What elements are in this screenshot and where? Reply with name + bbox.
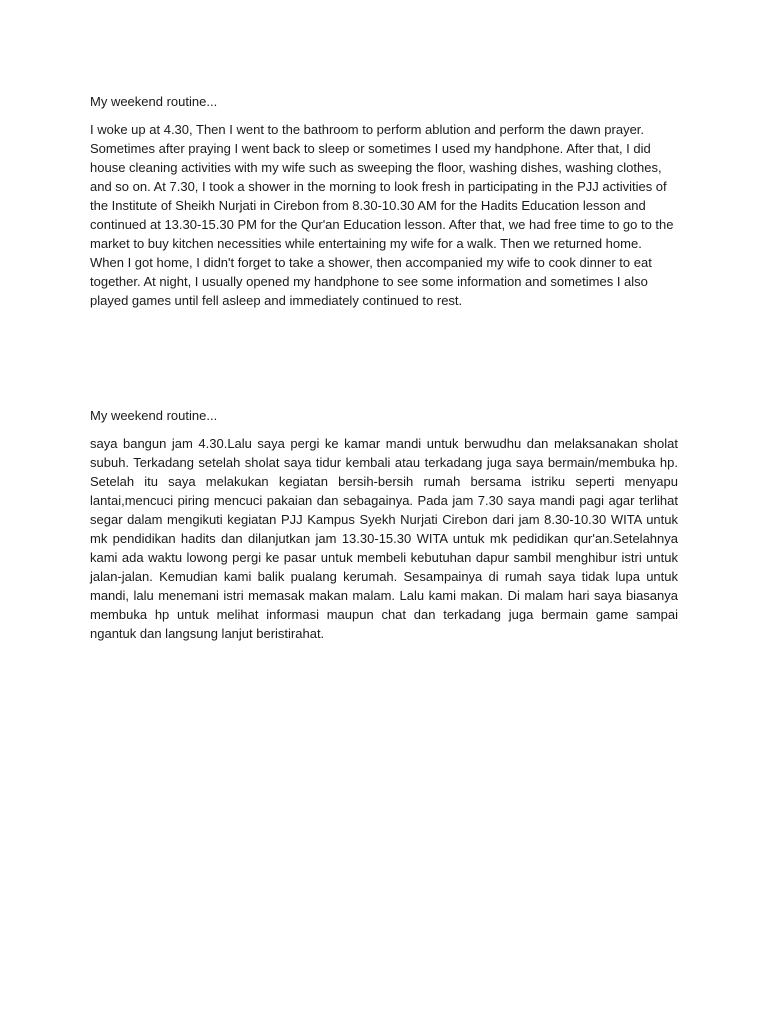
english-title: My weekend routine...	[90, 94, 218, 109]
english-section	[90, 92, 678, 310]
indonesian-title: My weekend routine...	[90, 408, 218, 423]
english-paragraph: I woke up at 4.30, Then I went to the bathroom to perform ablution and perform the dawn prayer. Sometimes after praying I went back to sleep or sometimes I used my handphone. After that, I did house cleaning activities with my wife such as sweeping the floor, washing dishes, washing clothes, and so on. At 7.30, I took a shower in the morning to look fresh in participating in the PJJ activities of the Institute of Sheikh Nurjati in Cirebon from 8.30-10.30 AM for the Hadits Education lesson and continued at 13.30-15.30 PM for the Qur'an Education lesson. After that, we had free time to go to the market to buy kitchen necessities while entertaining my wife for a walk. Then we returned home. When I got home, I didn't forget to take a shower, then accompanied my wife to cook dinner to eat together. At night, I usually opened my handphone to see some information and sometimes I also played games until fell asleep and immediately continued to rest.	[90, 122, 674, 308]
indonesian-paragraph: saya bangun jam 4.30.Lalu saya pergi ke kamar mandi untuk berwudhu dan melaksanakan sholat subuh. Terkadang setelah sholat saya tidur kembali atau terkadang juga saya bermain/membuka hp. Setelah itu saya melakukan kegiatan bersih-bersih rumah bersama istriku seperti menyapu lantai,mencuci piring mencuci pakaian dan sebagainya. Pada jam 7.30 saya mandi pagi agar terlihat segar dalam mengikuti kegiatan PJJ Kampus Syekh Nurjati Cirebon dari jam 8.30-10.30 WITA untuk mk pendidikan hadits dan dilanjutkan jam 13.30-15.30 WITA untuk mk pedidikan qur'an.Setelahnya kami ada waktu lowong pergi ke pasar untuk membeli kebutuhan dapur sambil menghibur istri untuk jalan-jalan. Kemudian kami balik pualang kerumah. Sesampainya di rumah saya tidak lupa untuk mandi, lalu menemani istri memasak makan malam. Lalu kami makan. Di malam hari saya biasanya membuka hp untuk melihat informasi maupun chat dan terkadang juga bermain game sampai ngantuk dan langsung lanjut beristirahat.	[90, 436, 678, 641]
indonesian-section	[90, 406, 678, 643]
